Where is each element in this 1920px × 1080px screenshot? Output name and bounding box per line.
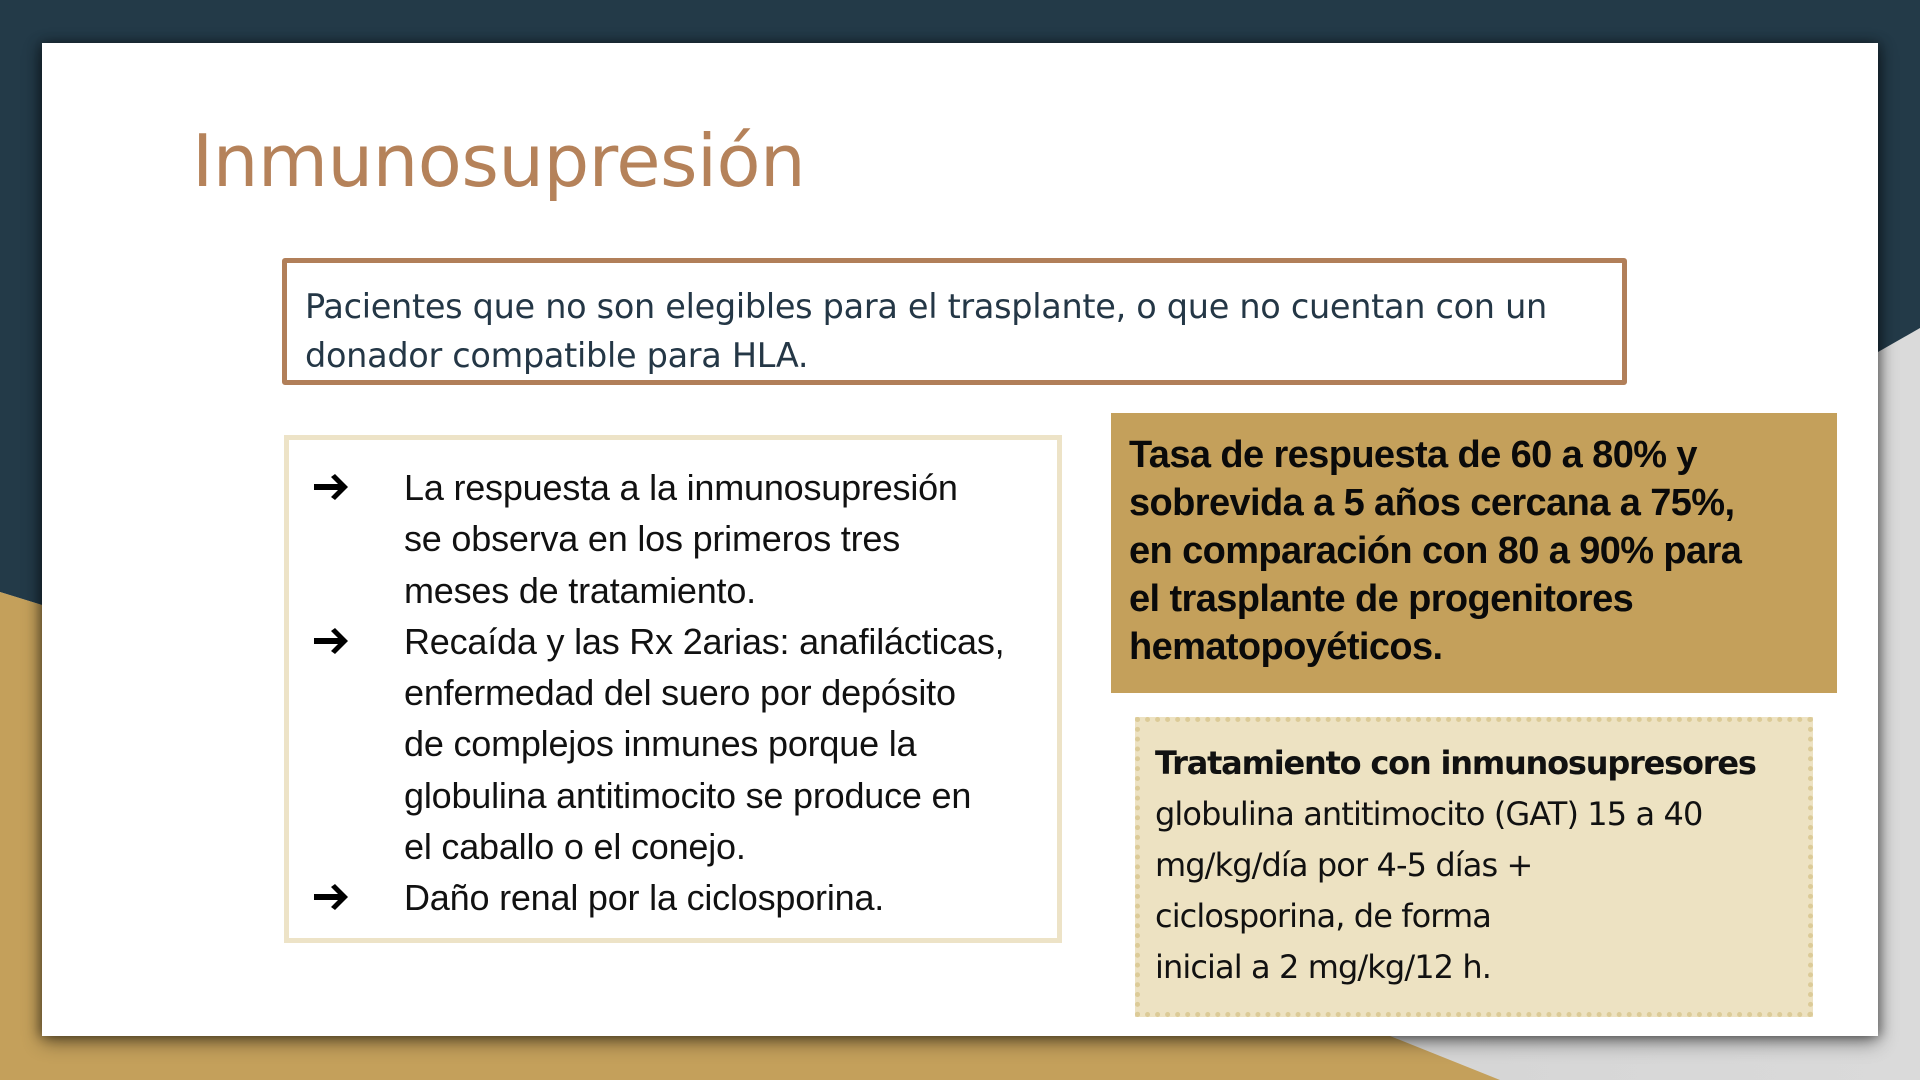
treatment-title: Tratamiento con inmunosupresores — [1155, 744, 1756, 782]
bullet-line: Recaída y las Rx 2arias: anafilácticas, — [404, 620, 1005, 662]
bullet-item — [289, 872, 1057, 923]
slide-title: Inmunosupresión — [192, 119, 806, 203]
highlight-line: Tasa de respuesta de 60 a 80% y — [1129, 434, 1697, 476]
bullet-list-box — [284, 435, 1062, 943]
arrow-right-icon — [289, 872, 404, 910]
treatment-line: mg/kg/día por 4-5 días + — [1155, 846, 1533, 884]
arrow-right-icon — [289, 462, 404, 500]
intro-line: Pacientes que no son elegibles para el trasplante, o que no cuentan con un — [305, 287, 1547, 326]
treatment-line: inicial a 2 mg/kg/12 h. — [1155, 948, 1492, 986]
bullet-line: meses de tratamiento. — [404, 569, 756, 611]
highlight-line: en comparación con 80 a 90% para — [1129, 530, 1742, 572]
bullet-line: se observa en los primeros tres — [404, 518, 901, 560]
bullet-item — [289, 462, 1057, 616]
arrow-right-icon — [289, 616, 404, 654]
bullet-item — [289, 616, 1057, 872]
bullet-line: enfermedad del suero por depósito — [404, 672, 956, 714]
bullet-line: globulina antitimocito se produce en — [404, 774, 972, 816]
highlight-line: hematopoyéticos. — [1129, 626, 1443, 668]
bullet-text — [404, 616, 1054, 872]
bullet-line: el caballo o el conejo. — [404, 826, 746, 868]
intro-line: donador compatible para HLA. — [305, 336, 809, 375]
bullet-line: Daño renal por la ciclosporina. — [404, 877, 885, 919]
treatment-box — [1135, 717, 1813, 1017]
treatment-line: ciclosporina, de forma — [1155, 897, 1491, 935]
bullet-line: de complejos inmunes porque la — [404, 723, 917, 765]
slide — [42, 43, 1878, 1036]
highlight-box — [1111, 413, 1837, 693]
highlight-line: sobrevida a 5 años cercana a 75%, — [1129, 482, 1735, 524]
treatment-line: globulina antitimocito (GAT) 15 a 40 — [1155, 795, 1703, 833]
bullet-text — [404, 462, 1054, 616]
highlight-line: el trasplante de progenitores — [1129, 578, 1634, 620]
bullet-line: La respuesta a la inmunosupresión — [404, 467, 958, 508]
bullet-text — [404, 872, 1054, 923]
intro-box — [282, 258, 1627, 385]
